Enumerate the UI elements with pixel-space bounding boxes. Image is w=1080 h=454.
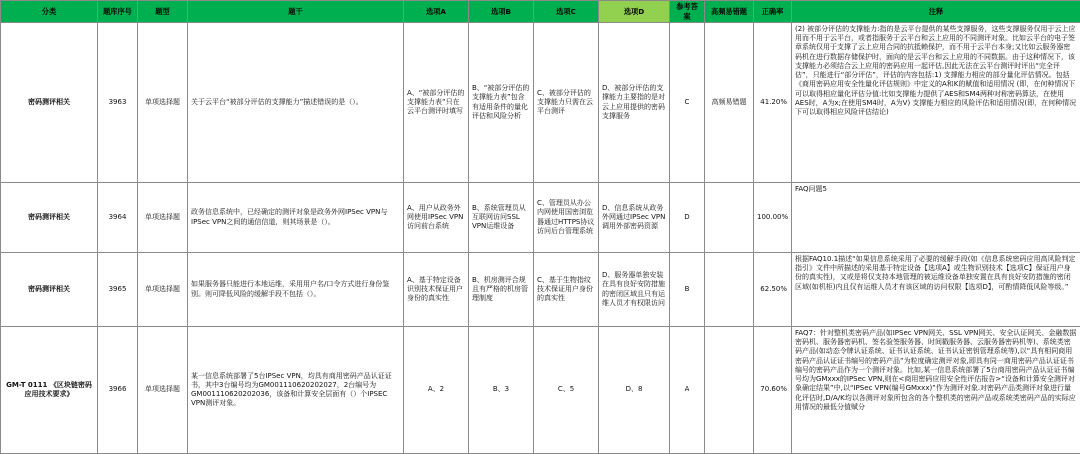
cell-rate[interactable]: 70.60% bbox=[754, 327, 792, 454]
cell-id[interactable]: 3963 bbox=[98, 23, 138, 183]
cell-answer[interactable]: D bbox=[670, 183, 705, 253]
table-row[interactable] bbox=[1, 183, 1080, 253]
cell-answer[interactable]: B bbox=[670, 253, 705, 327]
header-note[interactable]: 注释 bbox=[792, 1, 1080, 23]
cell-answer[interactable]: C bbox=[670, 23, 705, 183]
cell-note[interactable]: FAQ问题5 bbox=[792, 183, 1080, 253]
cell-option-a[interactable]: A、2 bbox=[404, 327, 469, 454]
cell-id[interactable]: 3965 bbox=[98, 253, 138, 327]
header-answer[interactable]: 参考答案 bbox=[670, 1, 705, 23]
cell-category[interactable]: 密码测评相关 bbox=[1, 23, 98, 183]
cell-rate[interactable]: 100.00% bbox=[754, 183, 792, 253]
cell-option-a[interactable]: A、“被部分评估的支撑能力表”只在云平台测评时填写 bbox=[404, 23, 469, 183]
header-id[interactable]: 题库序号 bbox=[98, 1, 138, 23]
header-option-a[interactable]: 选项A bbox=[404, 1, 469, 23]
header-rate[interactable]: 正确率 bbox=[754, 1, 792, 23]
cell-option-d[interactable]: D、信息系统从政务外网通过IPSec VPN调用外部密码资源 bbox=[599, 183, 670, 253]
table-row[interactable] bbox=[1, 327, 1080, 454]
cell-option-d[interactable]: D、8 bbox=[599, 327, 670, 454]
header-option-d[interactable]: 选项D bbox=[599, 1, 670, 23]
cell-option-b[interactable]: B、机房测评合规且有严格的机房管理制度 bbox=[469, 253, 534, 327]
cell-option-b[interactable]: B、“被部分评估的支撑能力表”包含有适用条件的量化评估和风险分析 bbox=[469, 23, 534, 183]
header-type[interactable]: 题型 bbox=[138, 1, 188, 23]
cell-category[interactable]: 密码测评相关 bbox=[1, 253, 98, 327]
cell-option-c[interactable]: C、被部分评估的支撑能力只需在云平台测评 bbox=[534, 23, 599, 183]
cell-type[interactable]: 单项选择题 bbox=[138, 183, 188, 253]
table-row[interactable] bbox=[1, 253, 1080, 327]
cell-note[interactable]: FAQ7：针对整机类密码产品(如IPSec VPN网关、SSL VPN网关、安全认证网关、金融数据密码机、服务器密码机、签名验签服务器、时间戳服务器、云服务器密码机等)、系统类密码产品(如动态令牌认证系统、证书认证系统、证书认证密钥管理系统等),以“具有相同商用密码产品认证证书编号的密码产品”为粒度确定测评对象,即具有同一商用密码产品认证证书编号的密码产品作为一个测评对象。比如,某一信息系统部署了5台商用密码产品认证证书编号均为GMxxx的IPSec VPN,则在<商用密码应用安全性评估报告>“设备和计算安全测评对象确定结果”中,以“IPSec VPN(编号GMxxx)”作为测评对象.对密码产品类测评对象进行量化评估时,D/A/K均以各测评对象所包含的各个整机类的密码产品或系统类密码产品的实际应用情况的最低分值赋分 bbox=[792, 327, 1080, 454]
cell-stem[interactable]: 政务信息系统中，已经确定的测评对象是政务外网IPSec VPN与IPSec VPN之间的通信信道，则其场景是（）。 bbox=[188, 183, 404, 253]
cell-option-d[interactable]: D、被部分评估的支撑能力主要指的是对云上应用提供的密码支撑服务 bbox=[599, 23, 670, 183]
cell-option-c[interactable]: C、5 bbox=[534, 327, 599, 454]
cell-option-c[interactable]: C、基于生物指纹技术保证用户身份的真实性 bbox=[534, 253, 599, 327]
cell-option-d[interactable]: D、服务器单独安装在具有良好安防措施的密闭区域且只有运维人员才有权限访问 bbox=[599, 253, 670, 327]
cell-id[interactable]: 3964 bbox=[98, 183, 138, 253]
cell-tag[interactable] bbox=[705, 183, 754, 253]
header-option-b[interactable]: 选项B bbox=[469, 1, 534, 23]
cell-category[interactable]: 密码测评相关 bbox=[1, 183, 98, 253]
cell-option-a[interactable]: A、基于特定设备识别技术保证用户身份的真实性 bbox=[404, 253, 469, 327]
cell-note[interactable]: (2) 被部分评估的支撑能力:指的是云平台提供的某些支撑服务，这些支撑服务仅用于云上应用而不用于云平台，或者指服务于云平台和云上应用的不同测评对象。比如云平台的电子签章系统仅用于支撑了云上应用合同的抗抵赖保护，而不用于云平台本身;又比如云服务器密码机在进行数据存储保护时，面向的是云平台和云上应用的不同数据。由于这种情况下，该支撑能力必须结合云上应用的密码应用一起评估,因此无法在云平台测评时评出“完全评估”，只能进行“部分评估”，评估的内容包括:1) 支撑能力相应的部分量化评估情况。包括《商用密码应用安全性量化评估规则》中定义的A和K的赋值和适用情况 (即，在何种情况下可以取得相应量化评估分值:比如支撑能力提供了AES和SM4两种对称密码算法，在使用AES时，A为x;在使用SM4时，A为V) 支撑能力相应的风险评估和适用情况(即，在何种情况下可以取得相应风险评估结论) bbox=[792, 23, 1080, 183]
table-row[interactable] bbox=[1, 23, 1080, 183]
cell-id[interactable]: 3966 bbox=[98, 327, 138, 454]
cell-stem[interactable]: 关于云平台“被部分评估的支撑能力”描述错误的是（）。 bbox=[188, 23, 404, 183]
cell-option-b[interactable]: B、系统管理员从互联网访问SSL VPN运维设备 bbox=[469, 183, 534, 253]
cell-answer[interactable]: A bbox=[670, 327, 705, 454]
header-category[interactable]: 分类 bbox=[1, 1, 98, 23]
cell-stem[interactable]: 如果服务器只能进行本地运维，采用用户名/口令方式进行身份鉴别。则可降低风险的缓解手段不包括（）。 bbox=[188, 253, 404, 327]
cell-option-b[interactable]: B、3 bbox=[469, 327, 534, 454]
cell-note[interactable]: 根据FAQ10.1描述“如果信息系统采用了必要的缓解手段(如《信息系统密码应用高风险判定指引》文件中所描述的采用基于特定设备【选项A】或生物识别技术【选项C】保证用户身份的真实性)，又或是将仅支持本地管理的被运维设备单独安置在具有良好安防措施的密闭区域(如机柜)内且仅有运维人员才有该区域的访问权限【选项D】，可酌情降低风险等级。” bbox=[792, 253, 1080, 327]
cell-type[interactable]: 单项选择题 bbox=[138, 327, 188, 454]
cell-tag[interactable] bbox=[705, 327, 754, 454]
header-stem[interactable]: 题干 bbox=[188, 1, 404, 23]
cell-tag[interactable]: 高频易错题 bbox=[705, 23, 754, 183]
header-row bbox=[1, 1, 1080, 23]
cell-rate[interactable]: 41.20% bbox=[754, 23, 792, 183]
header-option-c[interactable]: 选项C bbox=[534, 1, 599, 23]
cell-tag[interactable] bbox=[705, 253, 754, 327]
cell-option-c[interactable]: C、管理员从办公内网使用国密浏览器通过HTTPS协议访问后台管理系统 bbox=[534, 183, 599, 253]
header-tag[interactable]: 高频易错题 bbox=[705, 1, 754, 23]
cell-rate[interactable]: 62.50% bbox=[754, 253, 792, 327]
cell-type[interactable]: 单项选择题 bbox=[138, 253, 188, 327]
cell-category[interactable]: GM-T 0111 《区块链密码应用技术要求》 bbox=[1, 327, 98, 454]
cell-option-a[interactable]: A、用户从政务外网使用IPSec VPN访问前台系统 bbox=[404, 183, 469, 253]
cell-stem[interactable]: 某一信息系统部署了5台IPSec VPN，均具有商用密码产品认证证书，其中3台编号均为GM001110620202027，2台编号为GM001110620202036，该备和计算安全层面有（）个IPSEC VPN测评对象。 bbox=[188, 327, 404, 454]
cell-type[interactable]: 单项选择题 bbox=[138, 23, 188, 183]
